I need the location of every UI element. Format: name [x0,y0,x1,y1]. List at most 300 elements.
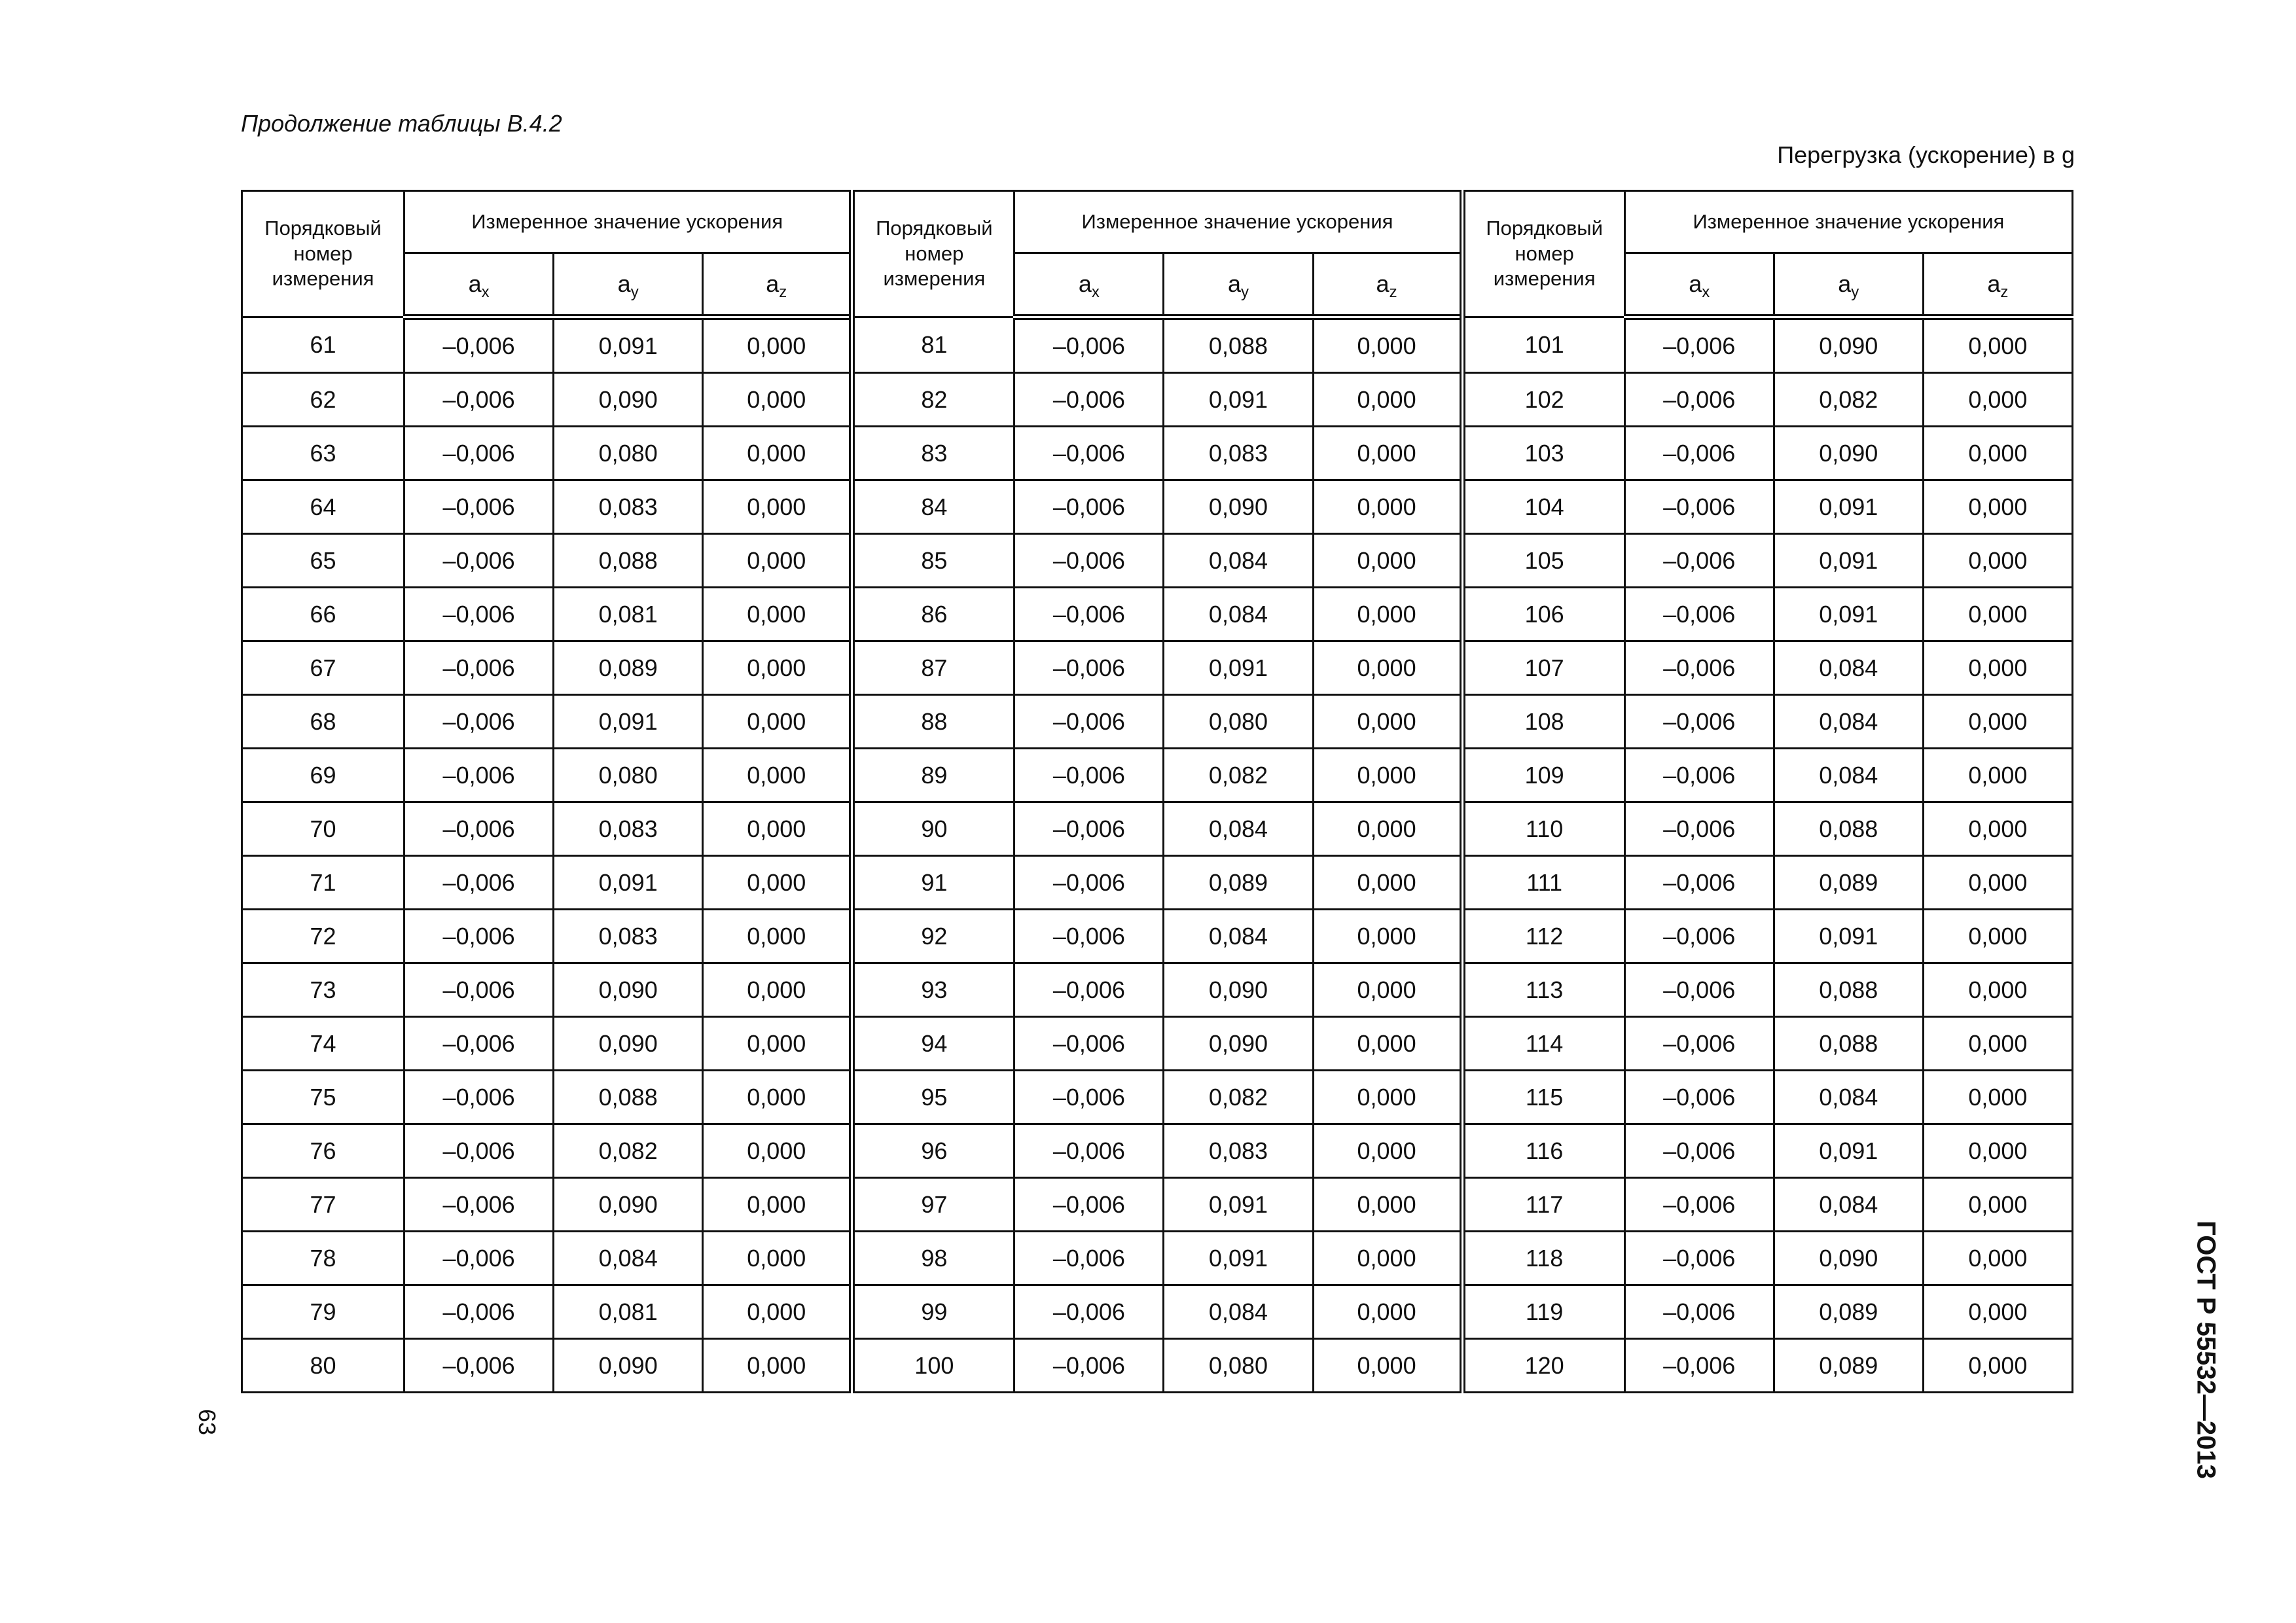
cell-az: 0,000 [1313,1232,1462,1285]
cell-ay: 0,088 [1774,802,1923,856]
cell-index: 115 [1462,1071,1624,1124]
cell-ax: –0,006 [1014,749,1164,802]
cell-ax: –0,006 [1014,856,1164,910]
cell-az: 0,000 [1313,317,1462,373]
cell-ay: 0,090 [1774,427,1923,480]
cell-index: 107 [1462,641,1624,695]
cell-ay: 0,081 [554,1285,703,1339]
cell-index: 93 [852,963,1014,1017]
cell-ay: 0,084 [1164,1285,1313,1339]
cell-az: 0,000 [703,749,852,802]
cell-az: 0,000 [1313,1071,1462,1124]
cell-az: 0,000 [703,480,852,534]
table-row [242,963,2073,1017]
cell-index: 72 [242,910,404,963]
cell-ax: –0,006 [404,802,554,856]
cell-index: 114 [1462,1017,1624,1071]
cell-ax: –0,006 [1624,749,1774,802]
cell-ax: –0,006 [1624,641,1774,695]
cell-ay: 0,090 [1164,1017,1313,1071]
cell-ay: 0,090 [554,963,703,1017]
cell-az: 0,000 [1313,1339,1462,1393]
cell-ay: 0,084 [1774,749,1923,802]
cell-az: 0,000 [1923,802,2072,856]
axis-subscript: x [1702,283,1710,301]
axis-subscript: y [630,283,639,301]
table-row [242,802,2073,856]
cell-ax: –0,006 [404,317,554,373]
cell-ay: 0,084 [554,1232,703,1285]
cell-az: 0,000 [1313,534,1462,588]
cell-ay: 0,080 [554,749,703,802]
axis-subscript: z [2000,283,2009,301]
cell-ax: –0,006 [404,373,554,427]
cell-az: 0,000 [1313,588,1462,641]
cell-ax: –0,006 [1014,317,1164,373]
cell-az: 0,000 [1313,480,1462,534]
cell-az: 0,000 [703,963,852,1017]
cell-ax: –0,006 [404,1071,554,1124]
cell-az: 0,000 [703,802,852,856]
cell-ay: 0,090 [1774,317,1923,373]
cell-index: 80 [242,1339,404,1393]
cell-index: 109 [1462,749,1624,802]
cell-ax: –0,006 [1014,1285,1164,1339]
cell-ay: 0,084 [1774,695,1923,749]
axis-symbol: a [468,270,482,297]
cell-ay: 0,082 [1164,1071,1313,1124]
cell-index: 117 [1462,1178,1624,1232]
axis-subscript: x [1091,283,1100,301]
cell-ay: 0,083 [554,480,703,534]
cell-index: 68 [242,695,404,749]
cell-ax: –0,006 [1624,910,1774,963]
table-row [242,910,2073,963]
cell-az: 0,000 [1923,695,2072,749]
cell-ax: –0,006 [404,1017,554,1071]
cell-ax: –0,006 [1624,427,1774,480]
cell-index: 78 [242,1232,404,1285]
cell-az: 0,000 [1313,963,1462,1017]
cell-az: 0,000 [1923,317,2072,373]
cell-ay: 0,091 [1774,1124,1923,1178]
cell-ay: 0,089 [1774,856,1923,910]
axis-symbol: a [617,270,631,297]
cell-ay: 0,083 [554,910,703,963]
table-row [242,695,2073,749]
cell-az: 0,000 [703,695,852,749]
header-row-axes [242,253,2073,317]
axis-symbol: a [1376,270,1390,297]
units-label: Перегрузка (ускорение) в g [1777,141,2075,168]
cell-ay: 0,081 [554,588,703,641]
cell-index: 85 [852,534,1014,588]
cell-ax: –0,006 [1624,588,1774,641]
cell-index: 96 [852,1124,1014,1178]
table-row [242,373,2073,427]
cell-ay: 0,090 [554,373,703,427]
cell-ax: –0,006 [1014,1071,1164,1124]
cell-index: 92 [852,910,1014,963]
cell-index: 98 [852,1232,1014,1285]
cell-ay: 0,082 [1774,373,1923,427]
cell-index: 101 [1462,317,1624,373]
cell-ax: –0,006 [404,588,554,641]
cell-ay: 0,090 [1164,963,1313,1017]
cell-ay: 0,084 [1164,534,1313,588]
cell-az: 0,000 [1313,856,1462,910]
header-row-top [242,191,2073,253]
cell-ay: 0,091 [1164,1232,1313,1285]
cell-ay: 0,084 [1774,1071,1923,1124]
cell-ax: –0,006 [404,480,554,534]
cell-az: 0,000 [1313,1124,1462,1178]
cell-az: 0,000 [1313,695,1462,749]
cell-ax: –0,006 [404,1232,554,1285]
header-axis-y [554,253,703,317]
cell-ay: 0,080 [1164,1339,1313,1393]
cell-ax: –0,006 [1014,480,1164,534]
cell-az: 0,000 [703,1232,852,1285]
cell-ax: –0,006 [1624,1017,1774,1071]
table-row [242,1232,2073,1285]
cell-ay: 0,091 [1774,534,1923,588]
cell-ax: –0,006 [404,749,554,802]
cell-ax: –0,006 [404,427,554,480]
cell-ay: 0,080 [1164,695,1313,749]
cell-ax: –0,006 [1624,856,1774,910]
cell-ax: –0,006 [404,856,554,910]
cell-index: 120 [1462,1339,1624,1393]
cell-ax: –0,006 [1624,695,1774,749]
axis-subscript: z [779,283,787,301]
cell-ax: –0,006 [1624,1232,1774,1285]
cell-index: 103 [1462,427,1624,480]
table-body [242,317,2073,1393]
axis-subscript: y [1851,283,1859,301]
cell-az: 0,000 [703,1124,852,1178]
cell-az: 0,000 [1313,373,1462,427]
header-axis-z [703,253,852,317]
table-row [242,588,2073,641]
cell-index: 64 [242,480,404,534]
cell-index: 99 [852,1285,1014,1339]
cell-ay: 0,091 [1774,480,1923,534]
cell-az: 0,000 [703,427,852,480]
cell-ax: –0,006 [404,910,554,963]
table-row [242,317,2073,373]
cell-index: 74 [242,1017,404,1071]
cell-ax: –0,006 [1624,1285,1774,1339]
cell-ax: –0,006 [1014,588,1164,641]
cell-ax: –0,006 [1014,1178,1164,1232]
cell-ax: –0,006 [1014,534,1164,588]
cell-index: 83 [852,427,1014,480]
cell-index: 66 [242,588,404,641]
cell-az: 0,000 [1313,1178,1462,1232]
cell-az: 0,000 [1923,1178,2072,1232]
cell-index: 90 [852,802,1014,856]
cell-ax: –0,006 [1624,534,1774,588]
cell-index: 102 [1462,373,1624,427]
cell-index: 79 [242,1285,404,1339]
cell-az: 0,000 [1923,1071,2072,1124]
cell-az: 0,000 [1923,856,2072,910]
cell-ay: 0,090 [1164,480,1313,534]
cell-az: 0,000 [1923,427,2072,480]
cell-ax: –0,006 [1624,963,1774,1017]
cell-ay: 0,089 [554,641,703,695]
cell-index: 63 [242,427,404,480]
header-group-label: Измеренное значение ускорения [404,191,852,253]
cell-ay: 0,089 [1774,1339,1923,1393]
cell-ax: –0,006 [404,1124,554,1178]
cell-index: 71 [242,856,404,910]
cell-ax: –0,006 [1624,480,1774,534]
table-row [242,856,2073,910]
cell-az: 0,000 [703,373,852,427]
cell-ax: –0,006 [1014,963,1164,1017]
cell-az: 0,000 [1313,802,1462,856]
cell-index: 67 [242,641,404,695]
cell-ay: 0,083 [1164,1124,1313,1178]
cell-index: 88 [852,695,1014,749]
cell-ax: –0,006 [404,1285,554,1339]
cell-index: 112 [1462,910,1624,963]
cell-az: 0,000 [703,1285,852,1339]
cell-index: 104 [1462,480,1624,534]
header-group-label: Измеренное значение ускорения [1624,191,2072,253]
header-axis-x [1624,253,1774,317]
cell-ay: 0,089 [1774,1285,1923,1339]
cell-az: 0,000 [1923,1017,2072,1071]
cell-ay: 0,091 [554,856,703,910]
cell-index: 84 [852,480,1014,534]
cell-index: 91 [852,856,1014,910]
cell-index: 62 [242,373,404,427]
cell-az: 0,000 [1923,1232,2072,1285]
cell-ax: –0,006 [404,695,554,749]
axis-symbol: a [1227,270,1241,297]
cell-index: 106 [1462,588,1624,641]
cell-ay: 0,083 [1164,427,1313,480]
cell-az: 0,000 [1313,641,1462,695]
cell-ax: –0,006 [1624,1339,1774,1393]
cell-az: 0,000 [1923,534,2072,588]
cell-ax: –0,006 [1014,1017,1164,1071]
table-row [242,1071,2073,1124]
cell-ax: –0,006 [1014,373,1164,427]
table-row [242,749,2073,802]
axis-subscript: y [1240,283,1249,301]
header-axis-x [404,253,554,317]
table-row [242,427,2073,480]
cell-ay: 0,084 [1164,802,1313,856]
header-axis-x [1014,253,1164,317]
cell-ax: –0,006 [1014,802,1164,856]
cell-ax: –0,006 [404,1339,554,1393]
cell-az: 0,000 [1313,1017,1462,1071]
cell-index: 65 [242,534,404,588]
cell-ax: –0,006 [404,1178,554,1232]
cell-index: 77 [242,1178,404,1232]
table-row [242,1285,2073,1339]
cell-ay: 0,091 [554,317,703,373]
cell-ay: 0,080 [554,427,703,480]
cell-ax: –0,006 [1014,910,1164,963]
cell-az: 0,000 [1923,588,2072,641]
cell-index: 95 [852,1071,1014,1124]
cell-index: 111 [1462,856,1624,910]
cell-ay: 0,084 [1774,1178,1923,1232]
cell-az: 0,000 [1923,749,2072,802]
table-row [242,1339,2073,1393]
cell-ax: –0,006 [404,641,554,695]
cell-az: 0,000 [703,641,852,695]
cell-ay: 0,091 [1164,373,1313,427]
cell-az: 0,000 [703,317,852,373]
cell-index: 97 [852,1178,1014,1232]
cell-ay: 0,088 [1164,317,1313,373]
cell-ax: –0,006 [1624,317,1774,373]
table-row [242,1178,2073,1232]
cell-index: 76 [242,1124,404,1178]
cell-index: 81 [852,317,1014,373]
cell-az: 0,000 [1923,480,2072,534]
cell-ax: –0,006 [1014,695,1164,749]
cell-az: 0,000 [1923,910,2072,963]
cell-index: 116 [1462,1124,1624,1178]
cell-az: 0,000 [1313,427,1462,480]
cell-index: 86 [852,588,1014,641]
cell-index: 113 [1462,963,1624,1017]
cell-ay: 0,083 [554,802,703,856]
cell-index: 69 [242,749,404,802]
cell-az: 0,000 [703,856,852,910]
acceleration-table [241,190,2073,1393]
cell-index: 100 [852,1339,1014,1393]
cell-index: 89 [852,749,1014,802]
cell-ax: –0,006 [1624,802,1774,856]
cell-ax: –0,006 [404,963,554,1017]
cell-ay: 0,082 [1164,749,1313,802]
header-axis-z [1923,253,2072,317]
cell-az: 0,000 [1923,1124,2072,1178]
cell-az: 0,000 [1923,373,2072,427]
cell-ay: 0,091 [1774,588,1923,641]
header-axis-z [1313,253,1462,317]
cell-ay: 0,091 [1164,1178,1313,1232]
cell-az: 0,000 [1313,749,1462,802]
axis-symbol: a [1987,270,2001,297]
cell-az: 0,000 [1313,910,1462,963]
header-index-label: Порядковый номер измерения [852,191,1014,317]
cell-index: 108 [1462,695,1624,749]
axis-symbol: a [766,270,780,297]
cell-index: 70 [242,802,404,856]
axis-symbol: a [1838,270,1852,297]
cell-ay: 0,090 [554,1017,703,1071]
cell-index: 75 [242,1071,404,1124]
cell-ax: –0,006 [1624,373,1774,427]
cell-az: 0,000 [703,1071,852,1124]
axis-subscript: x [481,283,490,301]
header-group-label: Измеренное значение ускорения [1014,191,1462,253]
table-row [242,1124,2073,1178]
cell-index: 73 [242,963,404,1017]
page-number: 63 [194,1408,221,1436]
header-axis-y [1164,253,1313,317]
cell-ay: 0,084 [1774,641,1923,695]
axis-symbol: a [1078,270,1092,297]
header-index-label: Порядковый номер измерения [1462,191,1624,317]
cell-ay: 0,090 [554,1339,703,1393]
cell-index: 118 [1462,1232,1624,1285]
cell-ax: –0,006 [1014,641,1164,695]
cell-ay: 0,088 [1774,963,1923,1017]
axis-symbol: a [1689,270,1702,297]
cell-ay: 0,084 [1164,910,1313,963]
cell-ay: 0,090 [554,1178,703,1232]
cell-ay: 0,091 [1774,910,1923,963]
cell-ay: 0,088 [554,1071,703,1124]
cell-ay: 0,088 [1774,1017,1923,1071]
cell-index: 110 [1462,802,1624,856]
cell-az: 0,000 [1923,1285,2072,1339]
cell-index: 105 [1462,534,1624,588]
cell-az: 0,000 [703,1017,852,1071]
table-row [242,1017,2073,1071]
cell-az: 0,000 [703,588,852,641]
cell-ay: 0,089 [1164,856,1313,910]
table-row [242,534,2073,588]
cell-ax: –0,006 [404,534,554,588]
cell-az: 0,000 [1313,1285,1462,1339]
header-index-label: Порядковый номер измерения [242,191,404,317]
cell-ax: –0,006 [1624,1071,1774,1124]
standard-id: ГОСТ Р 55532—2013 [2191,1221,2221,1479]
cell-az: 0,000 [703,1178,852,1232]
cell-ax: –0,006 [1014,1124,1164,1178]
cell-az: 0,000 [703,1339,852,1393]
cell-index: 87 [852,641,1014,695]
cell-ax: –0,006 [1014,1339,1164,1393]
cell-ay: 0,091 [1164,641,1313,695]
table-caption: Продолжение таблицы В.4.2 [241,110,562,137]
cell-ax: –0,006 [1014,1232,1164,1285]
cell-ay: 0,082 [554,1124,703,1178]
cell-ax: –0,006 [1014,427,1164,480]
cell-index: 82 [852,373,1014,427]
cell-ay: 0,084 [1164,588,1313,641]
cell-ay: 0,091 [554,695,703,749]
cell-az: 0,000 [1923,1339,2072,1393]
cell-ay: 0,090 [1774,1232,1923,1285]
cell-ax: –0,006 [1624,1124,1774,1178]
cell-az: 0,000 [1923,641,2072,695]
cell-ay: 0,088 [554,534,703,588]
cell-ax: –0,006 [1624,1178,1774,1232]
table-row [242,480,2073,534]
cell-az: 0,000 [703,534,852,588]
cell-index: 119 [1462,1285,1624,1339]
table-row [242,641,2073,695]
cell-index: 61 [242,317,404,373]
axis-subscript: z [1389,283,1397,301]
header-axis-y [1774,253,1923,317]
cell-az: 0,000 [703,910,852,963]
cell-az: 0,000 [1923,963,2072,1017]
